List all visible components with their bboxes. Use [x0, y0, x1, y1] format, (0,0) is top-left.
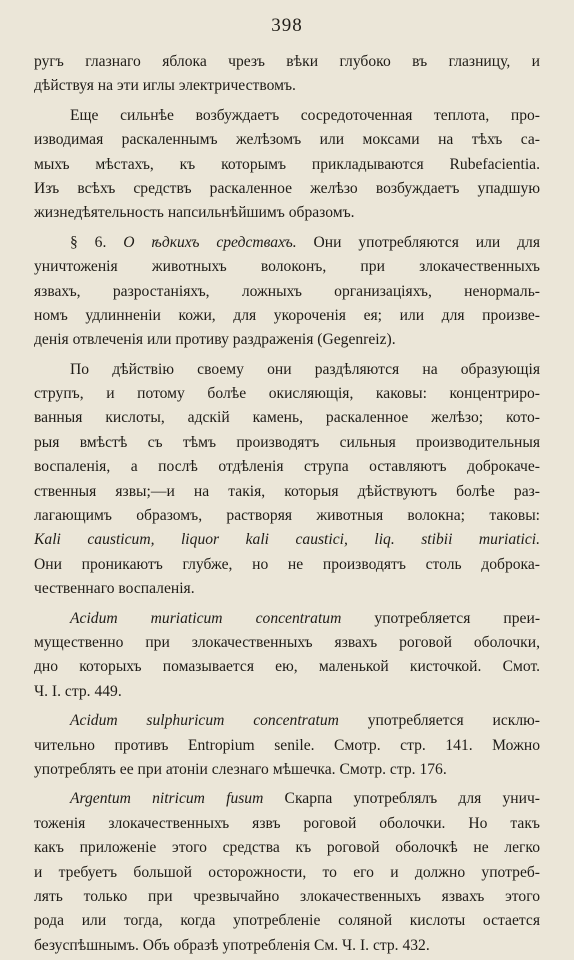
text-line — [34, 480, 540, 504]
text-line — [34, 255, 540, 279]
text-run: жизнедѣятельность напсильнѣйшимъ образомъ. — [34, 204, 355, 222]
italic-term: О ѣдкихъ средствахъ. — [123, 233, 297, 251]
text-run: дѣйствуя на эти иглы электричествомъ. — [34, 77, 296, 95]
paragraph — [34, 50, 540, 99]
text-run: чительно противъ Entropium senile. Смотр. стр. 141. Можно — [34, 736, 540, 754]
text-line — [34, 177, 540, 201]
text-run: По дѣйствію своему они раздѣляются на образующія — [70, 360, 540, 378]
text-run: употребляется исклю- — [338, 712, 540, 730]
paragraph — [34, 231, 540, 353]
text-run: тоженія злокачественныхъ язвъ роговой оболочки. Но такъ — [34, 814, 540, 832]
text-line — [34, 680, 540, 704]
text-line — [34, 758, 540, 782]
italic-term: Acidum sulphuricum concentratum — [70, 712, 339, 730]
text-run: ванныя кислоты, адскій камень, раскаленное желѣзо; кото- — [34, 409, 540, 427]
text-line — [34, 861, 540, 885]
text-run: Они употребляются или для — [296, 233, 541, 251]
text-line — [34, 358, 540, 382]
text-run: уничтоженія животныхъ волоконъ, при злокачественныхъ — [34, 258, 540, 276]
text-line — [34, 836, 540, 860]
text-run: мыхъ мѣстахъ, къ которымъ прикладываются Rubefacientia. — [34, 155, 540, 173]
text-run: лагающимъ образомъ, растворяя животныя волокна; таковы: — [34, 507, 540, 525]
text-line — [34, 328, 540, 352]
text-run: изводимая раскаленнымъ желѣзомъ или моксами на тѣхъ са- — [34, 131, 540, 149]
text-line — [34, 431, 540, 455]
text-run: безуспѣшнымъ. Объ образѣ употребленія См. Ч. I. стр. 432. — [34, 936, 430, 954]
text-run: струпъ, и потому болѣе окисляющія, каковы: концентриро- — [34, 385, 540, 403]
text-run: лять только при чрезвычайно злокачественныхъ язвахъ этого — [34, 887, 540, 905]
text-run: дно которыхъ помазывается ею, маленькой кисточкой. Смот. — [34, 658, 540, 676]
text-line — [34, 504, 540, 528]
text-line — [34, 909, 540, 933]
text-line — [34, 812, 540, 836]
text-line — [34, 577, 540, 601]
text-run: какъ приложеніе этого средства къ роговой оболочкѣ не легко — [34, 839, 540, 857]
text-line — [34, 709, 540, 733]
text-line — [34, 607, 540, 631]
text-run: Еще сильнѣе возбуждаетъ сосредоточенная теплота, про- — [70, 106, 540, 124]
text-run: денія отвлеченія или противу раздраженія (Gegenreiz). — [34, 331, 396, 349]
text-run: Изъ всѣхъ средствъ раскаленное желѣзо возбуждаетъ упадшую — [34, 179, 540, 197]
text-run: ругъ глазнаго яблока чрезъ вѣки глубоко въ глазницу, и — [34, 53, 540, 70]
text-run: и требуетъ большой осторожности, то его и должно употреб- — [34, 863, 540, 881]
paragraph — [34, 104, 540, 226]
paragraph — [34, 787, 540, 958]
text-line — [34, 128, 540, 152]
text-run: язвахъ, разростаніяхъ, ложныхъ организаціяхъ, ненормаль- — [34, 282, 540, 300]
text-run: Они проникаютъ глубже, но не производятъ столь доброка- — [34, 555, 540, 573]
text-line — [34, 280, 540, 304]
italic-term: Argentum nitricum fusum — [70, 790, 264, 808]
text-run: мущественно при злокачественныхъ язвахъ роговой оболочки, — [34, 633, 540, 651]
text-line — [34, 382, 540, 406]
text-line — [34, 787, 540, 811]
text-line — [34, 304, 540, 328]
text-line — [34, 231, 540, 255]
text-line — [34, 885, 540, 909]
page-number: 398 — [271, 15, 303, 36]
text-run: рода или тогда, когда употребленіе соляной кислоты остается — [34, 912, 540, 930]
text-line — [34, 104, 540, 128]
text-line — [34, 455, 540, 479]
text-run: употребляется преи- — [341, 609, 541, 627]
text-line — [34, 201, 540, 225]
text-run: рыя вмѣстѣ съ тѣмъ производятъ сильныя производительныя — [34, 433, 540, 451]
text-line — [34, 406, 540, 430]
text-run: номъ удлинненіи кожи, для укороченія ея; или для произве- — [34, 306, 540, 324]
text-line — [34, 631, 540, 655]
paragraph — [34, 607, 540, 705]
italic-term: Acidum muriaticum concentratum — [70, 609, 342, 627]
paragraph — [34, 709, 540, 782]
paragraph — [34, 358, 540, 602]
text-run: воспаленія, а послѣ отдѣленія струпа оставляютъ доброкаче- — [34, 458, 540, 476]
text-run: § 6. — [70, 233, 124, 251]
page-body-text — [34, 50, 540, 958]
text-line — [34, 528, 540, 552]
text-line — [34, 934, 540, 958]
italic-term: Kali causticum, liquor kali caustici, liq. stibii muriatici. — [34, 531, 540, 549]
text-line — [34, 153, 540, 177]
text-run: чественнаго воспаленія. — [34, 580, 195, 598]
text-line — [34, 655, 540, 679]
text-line — [34, 553, 540, 577]
text-line — [34, 734, 540, 758]
text-run: ственныя язвы;—и на такія, которыя дѣйствуютъ болѣе раз- — [34, 482, 540, 500]
text-line — [34, 74, 540, 98]
text-run: употреблять ее при атоніи слезнаго мѣшечка. Смотр. стр. 176. — [34, 760, 447, 778]
text-run: Ч. I. стр. 449. — [34, 682, 122, 700]
text-line — [34, 50, 540, 74]
text-run: Скарпа употреблялъ для унич- — [263, 790, 540, 808]
